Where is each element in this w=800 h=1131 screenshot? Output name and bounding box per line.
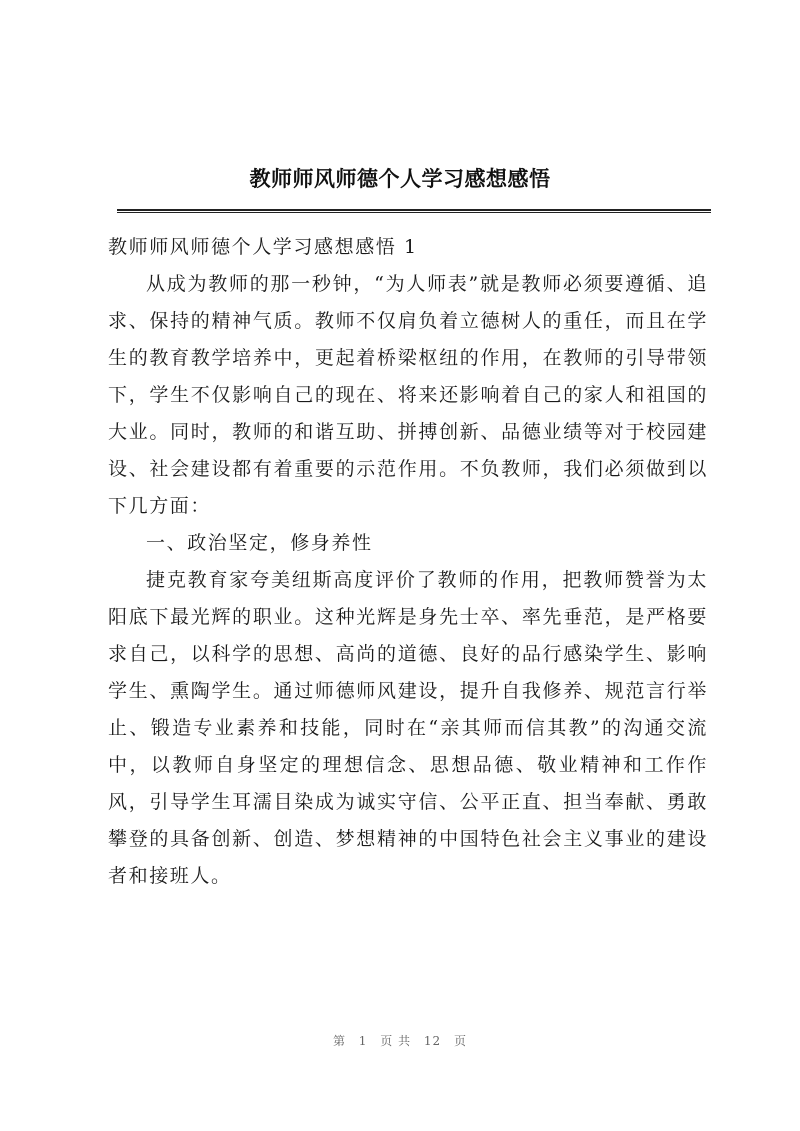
footer-total-pages: 12 bbox=[423, 1034, 442, 1048]
page-footer bbox=[0, 1032, 800, 1049]
footer-ye-gong: 页 共 bbox=[380, 1034, 412, 1048]
document-body bbox=[108, 229, 708, 895]
paragraph-intro: 从成为教师的那一秒钟，“为人师表”就是教师必须要遵循、追求、保持的精神气质。教师不仅肩负着立德树人的重任，而且在学生的教育教学培养中，更起着桥梁枢纽的作用，在教师的引导带领下，学生不仅影响自己的现在、将来还影响着自己的家人和祖国的大业。同时，教师的和谐互助、拼搏创新、品德业绩等对于校园建设、社会建设都有着重要的示范作用。不负教师，我们必须做到以下几方面： bbox=[108, 273, 708, 517]
document-title: 教师师风师德个人学习感想感悟 bbox=[249, 166, 551, 191]
footer-current-page: 1 bbox=[358, 1034, 368, 1048]
section-heading: 教师师风师德个人学习感想感悟 1 bbox=[108, 236, 418, 258]
title-divider bbox=[117, 209, 711, 213]
paragraph-body: 捷克教育家夸美纽斯高度评价了教师的作用，把教师赞誉为太阳底下最光辉的职业。这种光辉是身先士卒、率先垂范，是严格要求自己，以科学的思想、高尚的道德、良好的品行感染学生、影响学生、熏陶学生。通过师德师风建设，提升自我修养、规范言行举止、锻造专业素养和技能，同时在“亲其师而信其教”的沟通交流中，以教师自身坚定的理想信念、思想品德、敬业精神和工作作风，引导学生耳濡目染成为诚实守信、公平正直、担当奉献、勇敢攀登的具备创新、创造、梦想精神的中国特色社会主义事业的建设者和接班人。 bbox=[108, 569, 708, 887]
footer-di: 第 bbox=[332, 1034, 346, 1048]
paragraph-subtitle: 一、政治坚定，修身养性 bbox=[146, 532, 373, 554]
footer-ye: 页 bbox=[454, 1034, 468, 1048]
